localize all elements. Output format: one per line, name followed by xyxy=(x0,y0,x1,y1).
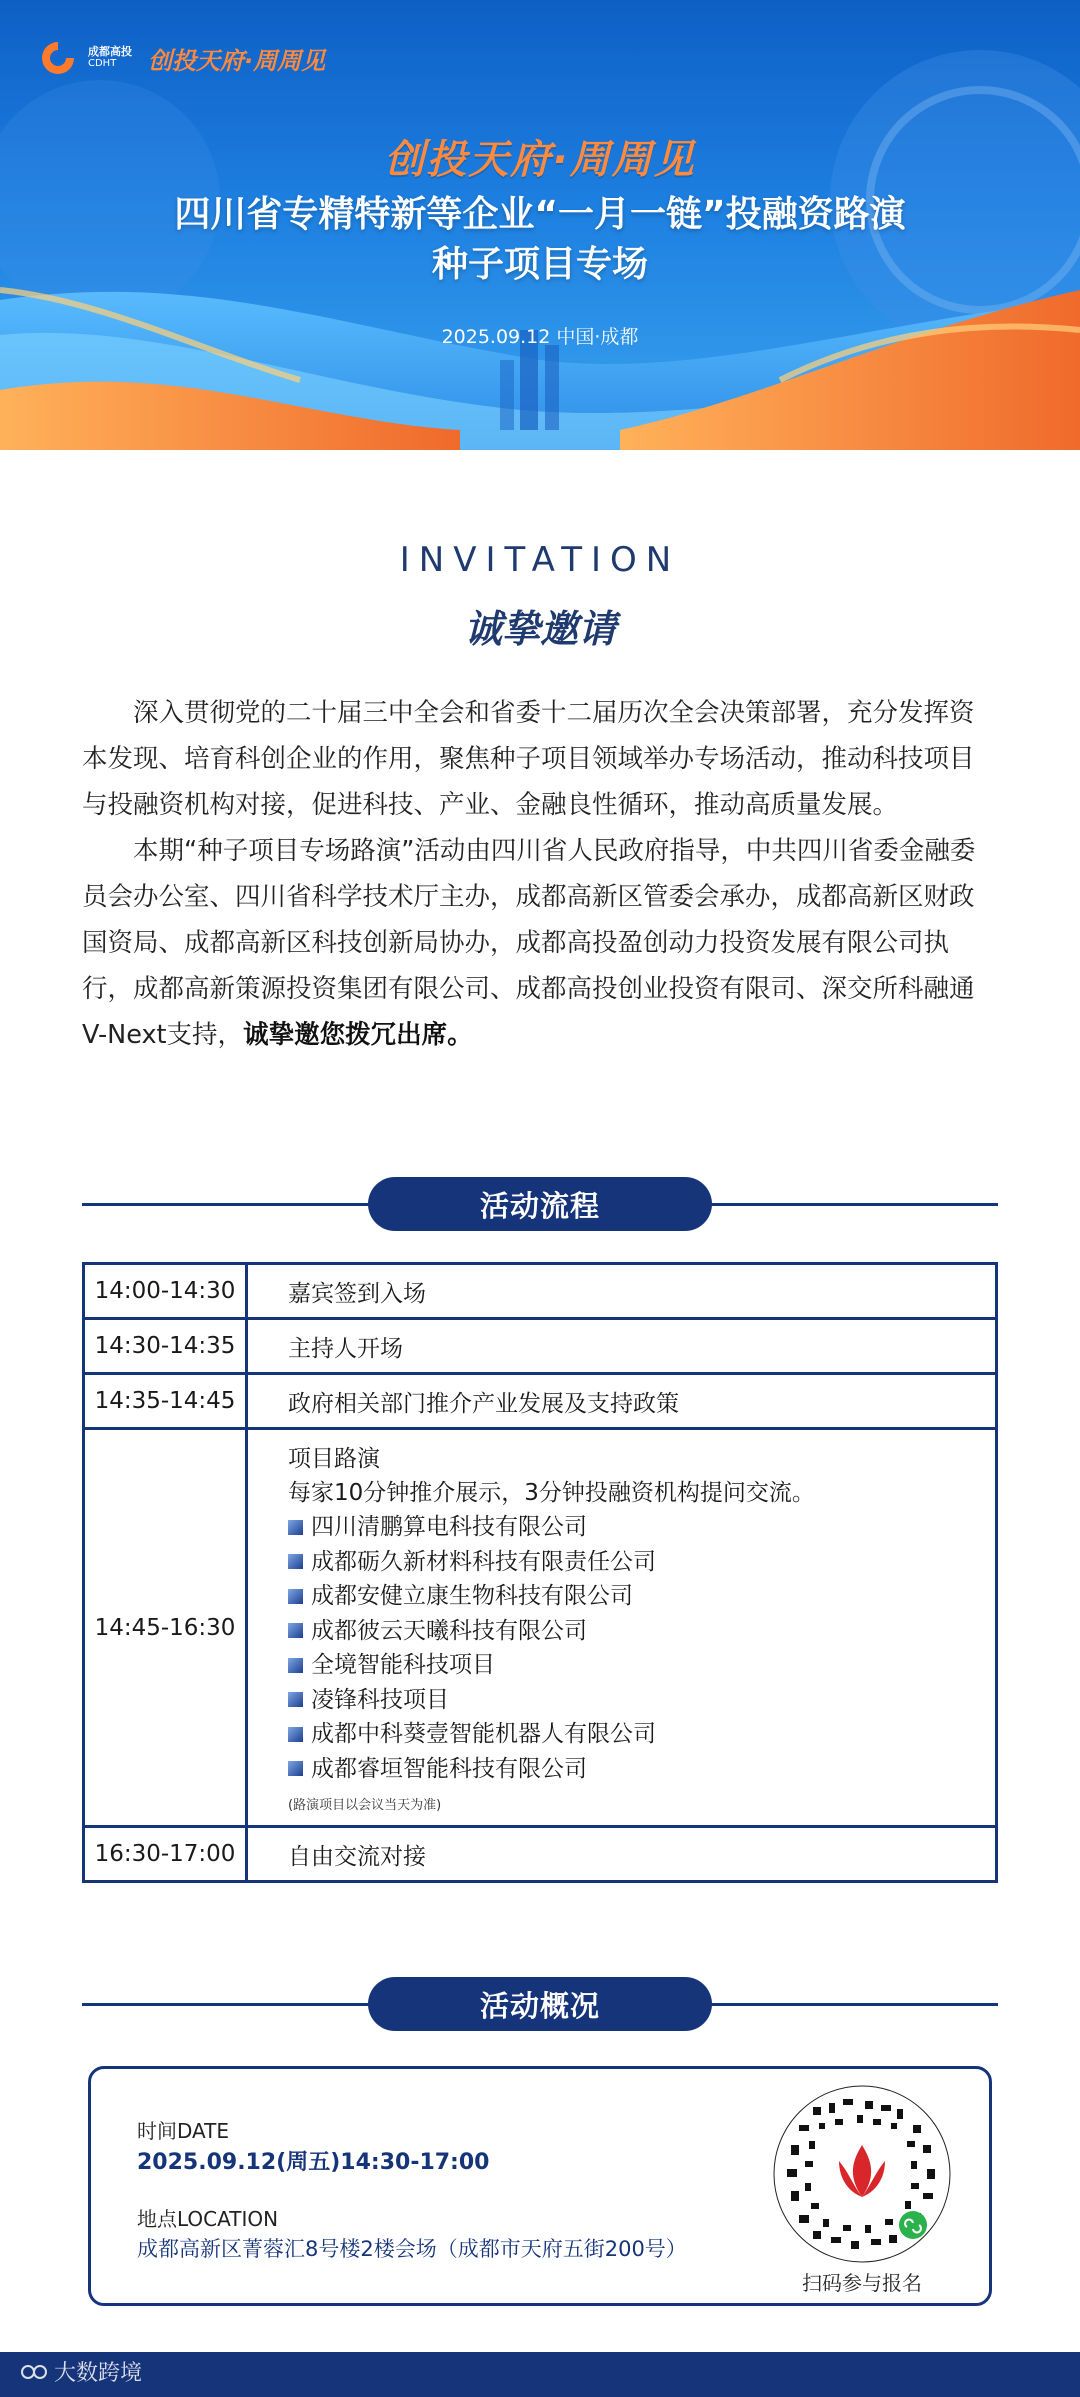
company-name: 成都安健立康生物科技有限公司 xyxy=(311,1583,633,1609)
schedule-row xyxy=(84,1374,997,1429)
overview-card xyxy=(88,2066,992,2306)
invitation-paragraph-1: 深入贯彻党的二十届三中全会和省委十二届历次全会决策部署，充分发挥资本发现、培育科创企业的作用，聚焦种子项目领域举办专场活动，推动科技项目与投融资机构对接，促进科技、产业、金融良性循环，推动高质量发展。 xyxy=(82,698,975,820)
pitch-note: (路演项目以会议当天为准) xyxy=(288,1798,442,1813)
schedule-time: 14:35-14:45 xyxy=(84,1374,247,1429)
location-value: 成都高新区菁蓉汇8号楼2楼会场（成都市天府五街200号） xyxy=(137,2237,687,2261)
company-list-item xyxy=(288,1545,995,1580)
company-name: 成都睿垣智能科技有限公司 xyxy=(311,1755,587,1782)
schedule-row xyxy=(84,1264,997,1319)
watermark-text: 大数跨境 xyxy=(54,2361,143,2386)
bullet-square-icon xyxy=(288,1623,303,1638)
pitch-title: 项目路演 xyxy=(288,1446,380,1472)
event-date-place: 2025.09.12 中国·成都 xyxy=(441,326,639,348)
invitation-paragraph-2-text: 本期“种子项目专场路演”活动由四川省人民政府指导，中共四川省委金融委员会办公室、四川省科学技术厅主办，成都高新区管委会承办，成都高新区财政国资局、成都高新区科技创新局协办，成都高投盈创动力投资发展有限公司执行，成都高新策源投资集团有限公司、成都高投创业投资有限司、深交所科融通V-Next支持， xyxy=(82,836,976,1050)
event-title-line2: 种子项目专场 xyxy=(431,244,648,285)
company-list-item xyxy=(288,1614,995,1649)
event-title-line1: 四川省专精特新等企业“一月一链”投融资路演 xyxy=(174,194,906,235)
overview-heading: 活动概况 xyxy=(368,1977,712,2031)
invitation-body xyxy=(82,690,998,1058)
schedule-row xyxy=(84,1827,997,1882)
bullet-square-icon xyxy=(288,1520,303,1535)
time-label: 时间DATE xyxy=(137,2119,230,2143)
company-list-item xyxy=(288,1717,995,1752)
time-value: 2025.09.12(周五)14:30-17:00 xyxy=(137,2150,490,2175)
invitation-paragraph-2 xyxy=(82,828,998,1058)
schedule-item: 政府相关部门推介产业发展及支持政策 xyxy=(247,1374,997,1429)
pitch-cell xyxy=(247,1429,997,1827)
bullet-square-icon xyxy=(288,1727,303,1742)
company-name: 成都中科葵壹智能机器人有限公司 xyxy=(311,1721,656,1747)
company-list-item xyxy=(288,1510,995,1545)
watermark-logo-icon xyxy=(20,2361,48,2383)
company-list-item xyxy=(288,1752,995,1787)
event-slogan: 创投天府·周周见 xyxy=(384,137,696,183)
pitch-description: 每家10分钟推介展示，3分钟投融资机构提问交流。 xyxy=(288,1480,815,1506)
invitation-english-heading: INVITATION xyxy=(399,540,681,580)
schedule-section-header xyxy=(82,1176,998,1232)
schedule-item: 自由交流对接 xyxy=(247,1827,997,1882)
schedule-time: 14:00-14:30 xyxy=(84,1264,247,1319)
registration-qr-code[interactable] xyxy=(773,2085,951,2263)
brand-code: CDHT xyxy=(88,58,117,69)
header-banner xyxy=(0,0,1080,450)
overview-section-header xyxy=(82,1976,998,2032)
cdht-logo-icon xyxy=(38,38,78,78)
brand-name: 成都高投 xyxy=(88,45,132,58)
event-title xyxy=(0,190,1080,290)
location-label: 地点LOCATION xyxy=(137,2207,279,2231)
invitation-closing: 诚挚邀您拨冗出席。 xyxy=(243,1020,473,1050)
bullet-square-icon xyxy=(288,1658,303,1673)
company-name: 成都彼云天曦科技有限公司 xyxy=(311,1617,587,1644)
company-name: 凌锋科技项目 xyxy=(311,1686,449,1713)
schedule-item: 主持人开场 xyxy=(247,1319,997,1374)
company-list-item xyxy=(288,1683,995,1718)
bullet-square-icon xyxy=(288,1761,303,1776)
schedule-row-pitch xyxy=(84,1429,997,1827)
schedule-time: 14:45-16:30 xyxy=(84,1429,247,1827)
watermark xyxy=(20,2356,142,2387)
schedule-time: 14:30-14:35 xyxy=(84,1319,247,1374)
company-name: 全境智能科技项目 xyxy=(311,1652,495,1678)
company-name: 成都砺久新材料科技有限责任公司 xyxy=(311,1548,656,1575)
invitation-chinese-heading: 诚挚邀请 xyxy=(463,607,616,651)
brand-slogan: 创投天府·周周见 xyxy=(148,46,326,75)
bullet-square-icon xyxy=(288,1692,303,1707)
bullet-square-icon xyxy=(288,1554,303,1569)
schedule-table xyxy=(82,1262,998,1883)
company-list-item xyxy=(288,1648,995,1683)
schedule-row xyxy=(84,1319,997,1374)
brand-block xyxy=(38,38,325,78)
schedule-heading: 活动流程 xyxy=(368,1177,712,1231)
company-list-item xyxy=(288,1579,995,1614)
schedule-time: 16:30-17:00 xyxy=(84,1827,247,1882)
company-name: 四川清鹏算电科技有限公司 xyxy=(311,1514,587,1540)
qr-caption: 扫码参与报名 xyxy=(802,2271,922,2295)
bullet-square-icon xyxy=(288,1589,303,1604)
schedule-item: 嘉宾签到入场 xyxy=(247,1264,997,1319)
footer-bar xyxy=(0,2352,1080,2397)
